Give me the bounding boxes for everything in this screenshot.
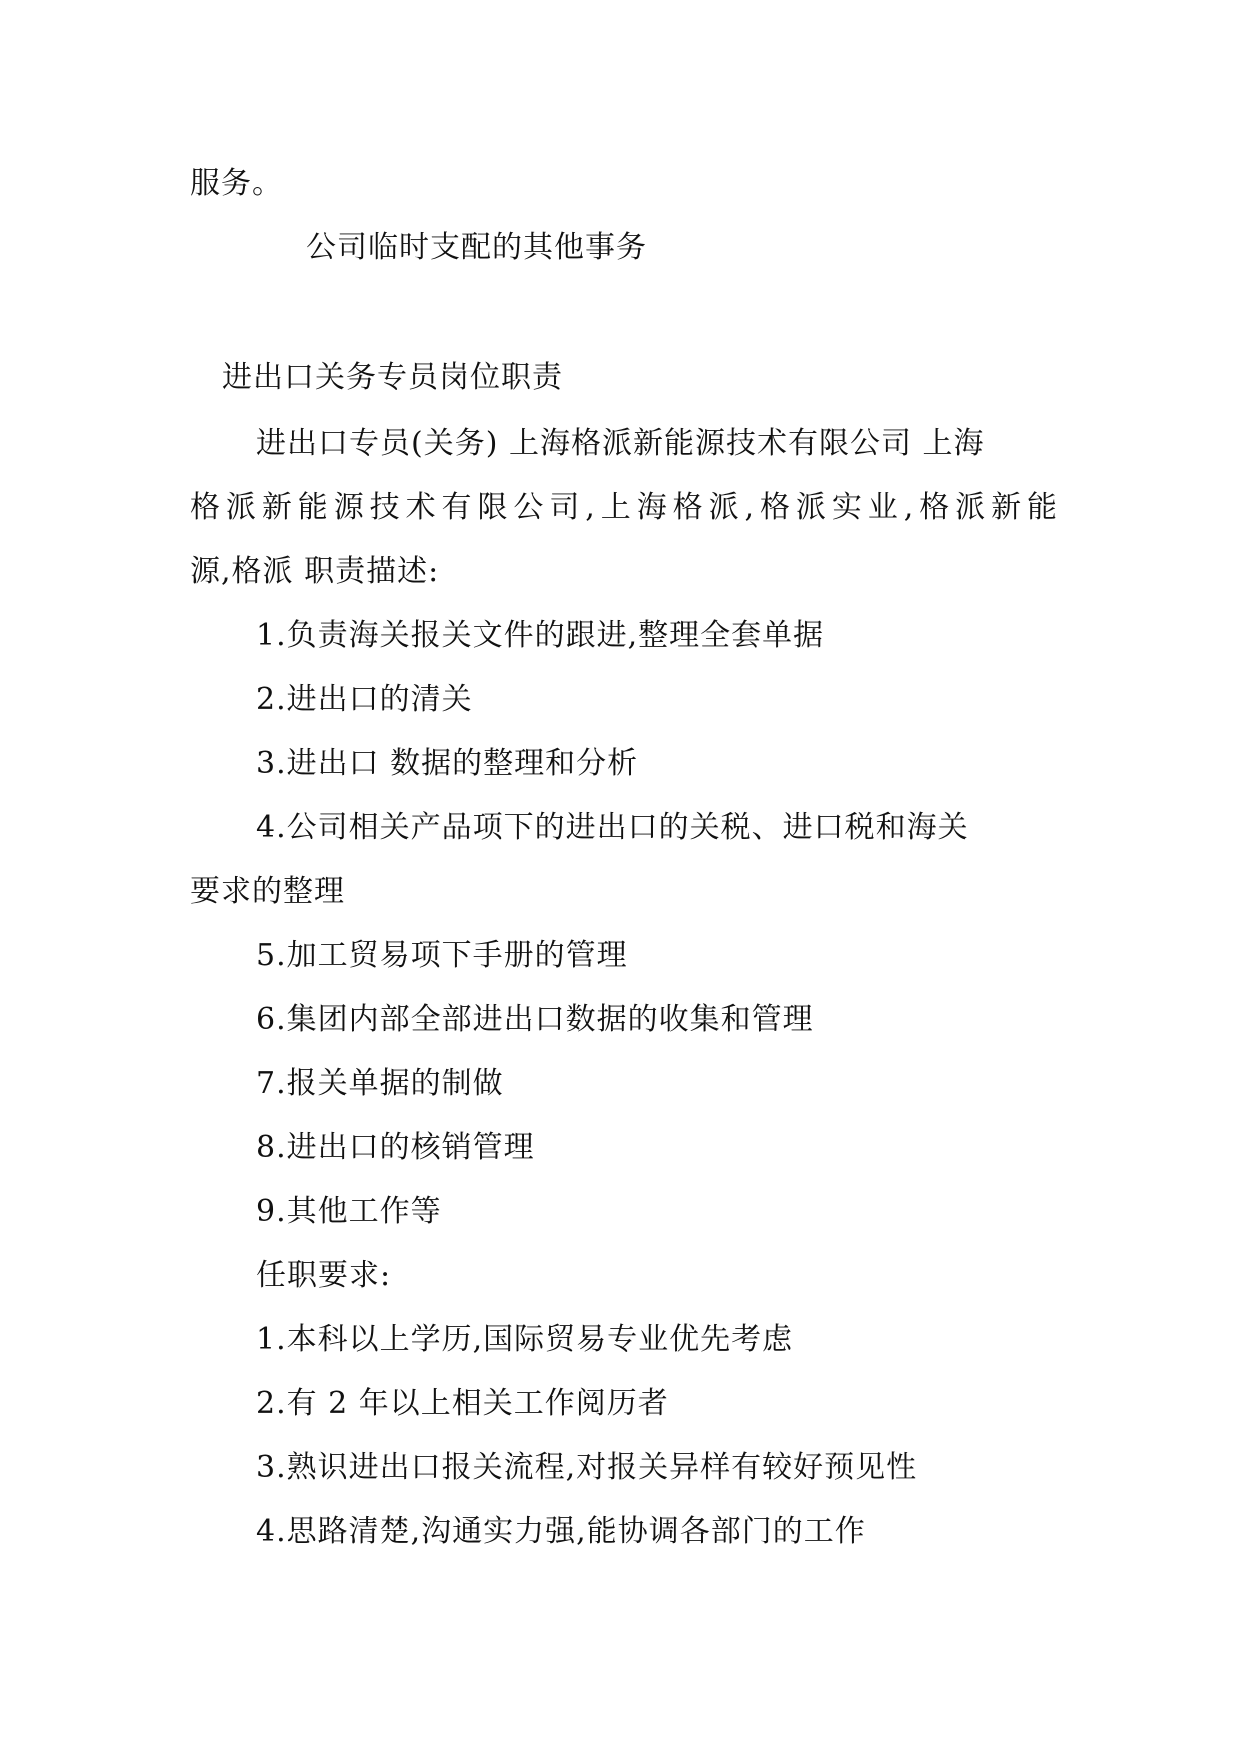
duty-item-8: 8.进出口的核销管理 <box>256 1130 535 1165</box>
requirement-item-4: 4.思路清楚,沟通实力强,能协调各部门的工作 <box>256 1514 866 1549</box>
requirements-title: 任职要求: <box>256 1258 392 1293</box>
requirement-item-2: 2.有 2 年以上相关工作阅历者 <box>256 1386 669 1421</box>
section-title: 进出口关务专员岗位职责 <box>222 360 563 395</box>
duty-item-1: 1.负责海关报关文件的跟进,整理全套单据 <box>256 618 825 653</box>
other-duty-line: 公司临时支配的其他事务 <box>306 230 647 265</box>
intro-line-1: 进出口专员(关务) 上海格派新能源技术有限公司 上海 <box>256 426 985 461</box>
intro-line-2-text: 格派新能源技术有限公司,上海格派,格派实业,格派新能 <box>190 490 1058 525</box>
intro-line-2 <box>190 488 1058 528</box>
duty-item-4-cont: 要求的整理 <box>190 874 345 909</box>
duty-item-9: 9.其他工作等 <box>256 1194 442 1229</box>
continuation-text: 服务。 <box>190 166 283 201</box>
intro-line-3: 源,格派 职责描述: <box>190 554 440 589</box>
requirement-item-3: 3.熟识进出口报关流程,对报关异样有较好预见性 <box>256 1450 918 1485</box>
duty-item-5: 5.加工贸易项下手册的管理 <box>256 938 628 973</box>
duty-item-4: 4.公司相关产品项下的进出口的关税、进口税和海关 <box>256 810 969 845</box>
duty-item-2: 2.进出口的清关 <box>256 682 473 717</box>
duty-item-3: 3.进出口 数据的整理和分析 <box>256 746 639 781</box>
requirement-item-1: 1.本科以上学历,国际贸易专业优先考虑 <box>256 1322 794 1357</box>
duty-item-6: 6.集团内部全部进出口数据的收集和管理 <box>256 1002 814 1037</box>
duty-item-7: 7.报关单据的制做 <box>256 1066 504 1101</box>
